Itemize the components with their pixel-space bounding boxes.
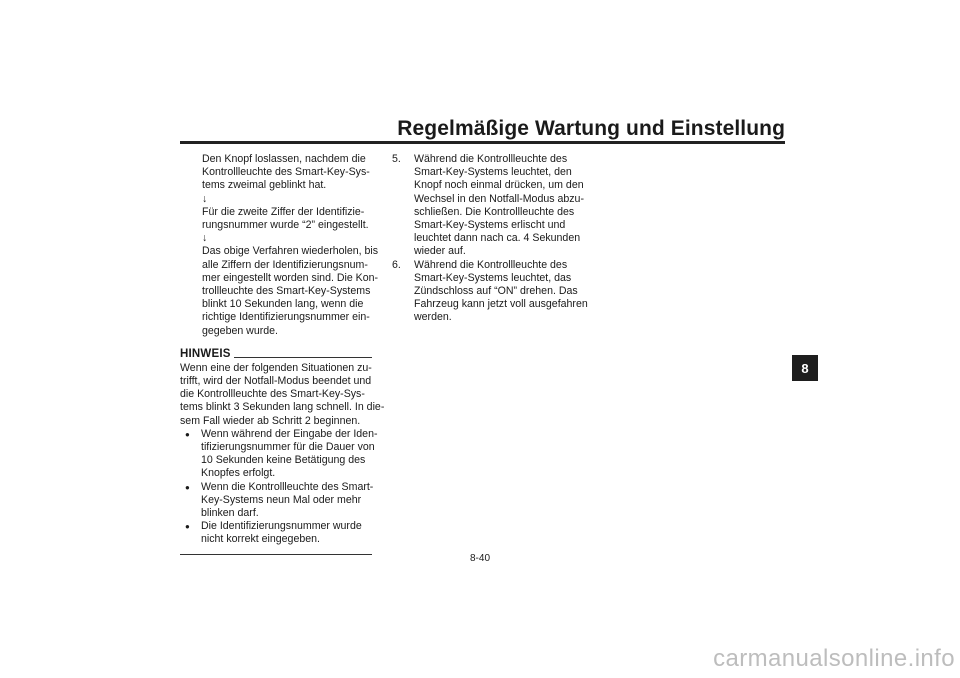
text-line: Das obige Verfahren wiederholen, bis: [202, 245, 379, 258]
text-line: 10 Sekunden keine Betätigung des: [201, 454, 366, 467]
list-item: [180, 481, 372, 521]
text-line: Key-Systems neun Mal oder mehr: [201, 493, 362, 506]
numbered-step: [392, 259, 592, 325]
text-line: Fahrzeug kann jetzt voll ausgefahren: [414, 298, 588, 311]
text-line: richtige Identifizierungsnummer ein-: [202, 311, 370, 324]
text-line: Während die Kontrollleuchte des: [414, 153, 568, 165]
text-line: trollleuchte des Smart-Key-Systems: [202, 285, 371, 297]
text-line: Die Identifizierungsnummer wurde: [201, 520, 362, 533]
text-line: wieder auf.: [414, 245, 466, 258]
list-item: [180, 427, 378, 481]
step-continuation: [180, 153, 379, 338]
step-number: 6.: [392, 258, 401, 271]
bullet-icon: ●: [185, 482, 190, 492]
text-line: Zündschloss auf “ON” drehen. Das: [414, 285, 578, 298]
hinweis-label: HINWEIS: [180, 348, 231, 361]
text-line: Smart-Key-Systems leuchtet, den: [414, 166, 572, 179]
text-line: Kontrollleuchte des Smart-Key-Sys-: [202, 166, 370, 179]
text-line: Knopfes erfolgt.: [201, 467, 276, 480]
hinweis-rule: [234, 357, 372, 358]
text-line: tifizierungsnummer für die Dauer von: [201, 441, 375, 454]
text-line: tems blinkt 3 Sekunden lang schnell. In die-: [180, 401, 385, 414]
bullet-icon: ●: [185, 522, 190, 532]
text-line: werden.: [414, 311, 452, 324]
text-line: tems zweimal geblinkt hat.: [202, 179, 327, 192]
hinweis-heading: [180, 348, 372, 362]
text-line: Knopf noch einmal drücken, um den: [414, 179, 584, 192]
numbered-step: [392, 153, 592, 259]
left-column: [180, 153, 385, 555]
text-line: trifft, wird der Notfall-Modus beendet und: [180, 375, 372, 388]
arrow-down-icon: ↓: [202, 192, 208, 205]
list-item: [180, 520, 372, 546]
text-line: alle Ziffern der Identifizierungsnum-: [202, 258, 368, 271]
text-line: sem Fall wieder ab Schritt 2 beginnen.: [180, 414, 361, 427]
text-line: blinkt 10 Sekunden lang, wenn die: [202, 298, 364, 311]
page-number: 8-40: [469, 553, 490, 564]
text-line: die Kontrollleuchte des Smart-Key-Sys-: [180, 388, 365, 401]
arrow-down-icon: ↓: [202, 232, 208, 245]
text-line: blinken darf.: [201, 507, 259, 520]
step-number: 5.: [392, 153, 401, 165]
right-column: [392, 153, 592, 325]
text-line: Während die Kontrollleuchte des: [414, 258, 568, 271]
page-header-title: Regelmäßige Wartung und Einstellung: [397, 117, 785, 140]
chapter-tab: 8: [792, 355, 818, 381]
text-line: rungsnummer wurde “2” eingestellt.: [202, 219, 369, 231]
text-line: Smart-Key-Systems erlischt und: [414, 219, 566, 232]
text-line: Wenn eine der folgenden Situationen zu-: [180, 361, 372, 374]
hinweis-end-rule: [180, 554, 372, 555]
bullet-icon: ●: [185, 429, 190, 439]
text-line: nicht korrekt eingegeben.: [201, 533, 320, 546]
text-line: mer eingestellt worden sind. Die Kon-: [202, 271, 379, 284]
header-rule: [180, 141, 785, 144]
text-line: Wechsel in den Notfall-Modus abzu-: [414, 192, 584, 205]
text-line: Wenn während der Eingabe der Iden-: [201, 427, 378, 440]
watermark: carmanualsonline.info: [713, 645, 955, 672]
text-line: leuchtet dann nach ca. 4 Sekunden: [414, 232, 581, 245]
text-line: Wenn die Kontrollleuchte des Smart-: [201, 480, 374, 493]
text-line: schließen. Die Kontrollleuchte des: [414, 205, 575, 218]
text-line: Smart-Key-Systems leuchtet, das: [414, 271, 572, 284]
text-line: gegeben wurde.: [202, 324, 278, 337]
text-line: Für die zweite Ziffer der Identifizie-: [202, 205, 365, 218]
hinweis-body: [180, 361, 385, 428]
text-line: Den Knopf loslassen, nachdem die: [202, 153, 366, 165]
